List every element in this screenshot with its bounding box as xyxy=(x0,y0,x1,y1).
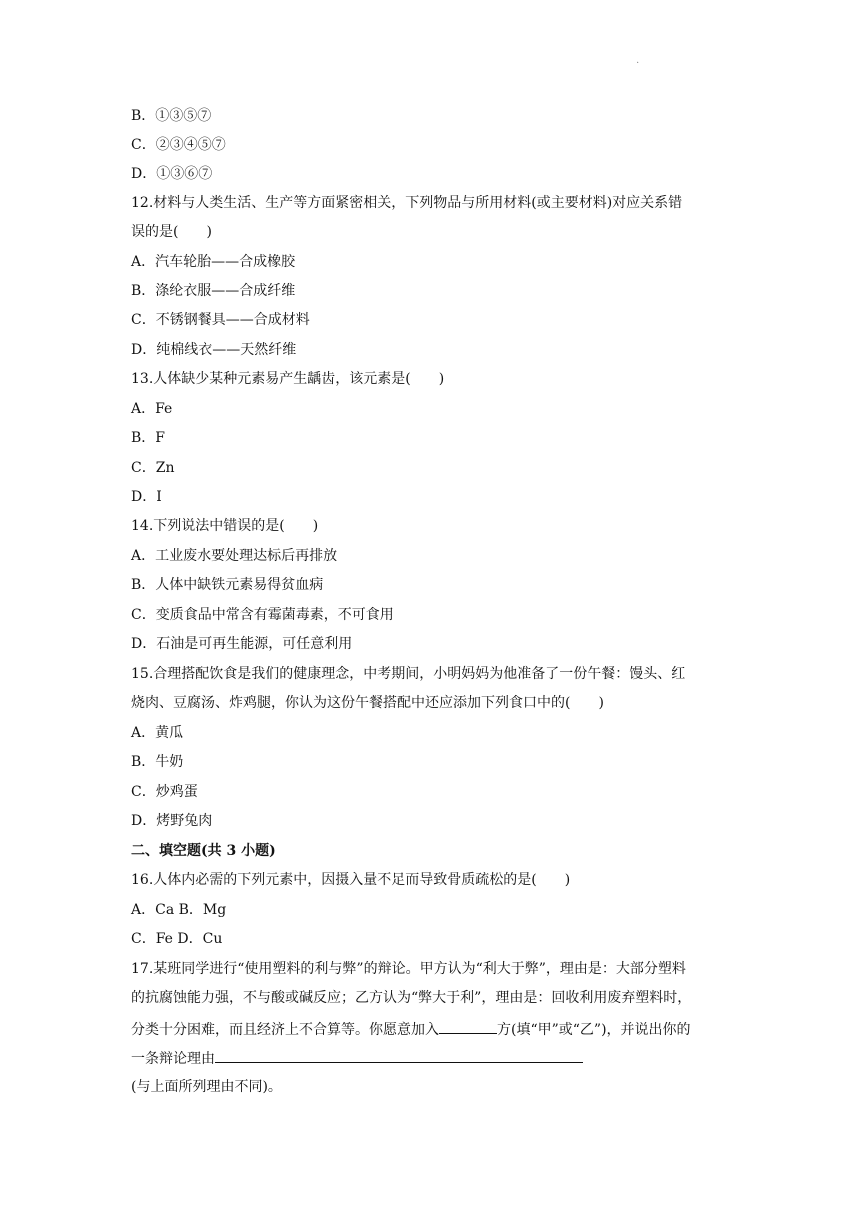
option-a-q14: A．工业废水要处理达标后再排放 xyxy=(131,548,338,564)
option-a-q12: A．汽车轮胎——合成橡胶 xyxy=(131,254,296,270)
option-c-q14: C．变质食品中常含有霉菌毒素，不可食用 xyxy=(131,607,394,623)
question-13-text: 13.人体缺少某种元素易产生龋齿，该元素是( ) xyxy=(131,371,445,387)
options-ab-q16: A．Ca B．Mg xyxy=(131,902,227,918)
option-c-q15: C．炒鸡蛋 xyxy=(131,784,198,800)
option-c-q11: C．②③④⑤⑦ xyxy=(131,137,226,153)
option-d-q14: D．石油是可再生能源，可任意利用 xyxy=(131,636,353,652)
option-d-q11: D．①③⑥⑦ xyxy=(131,166,213,182)
question-15-text-cont: 烧肉、豆腐汤、炸鸡腿，你认为这份午餐搭配中还应添加下列食口中的( ) xyxy=(131,695,604,711)
question-17-reason-line xyxy=(131,1048,583,1068)
question-16-text: 16.人体内必需的下列元素中，因摄入量不足而导致骨质疏松的是( ) xyxy=(131,872,571,888)
page-mark: · xyxy=(636,58,640,69)
reason-answer-blank[interactable] xyxy=(215,1048,583,1063)
question-17-text-blank-line xyxy=(131,1019,691,1039)
option-a-q13: A．Fe xyxy=(131,401,173,417)
question-12-text: 12.材料与人类生活、生产等方面紧密相关，下列物品与所用材料(或主要材料)对应关系错 xyxy=(131,195,683,211)
option-b-q11: B．①③⑤⑦ xyxy=(131,108,212,124)
question-17-text-part-a: 分类十分困难，而且经济上不合算等。你愿意加入 xyxy=(131,1022,439,1038)
option-b-q14: B．人体中缺铁元素易得贫血病 xyxy=(131,577,324,593)
options-cd-q16: C．Fe D．Cu xyxy=(131,931,223,947)
option-d-q13: D．I xyxy=(131,489,162,505)
option-d-q12: D．纯棉线衣——天然纤维 xyxy=(131,342,297,358)
question-17-text: 17.某班同学进行“使用塑料的利与弊”的辩论。甲方认为“利大于弊”，理由是：大部分塑料 xyxy=(131,961,686,977)
option-b-q13: B．F xyxy=(131,430,166,446)
option-d-q15: D．烤野兔肉 xyxy=(131,813,213,829)
option-b-q12: B．涤纶衣服——合成纤维 xyxy=(131,283,296,299)
question-17-note: (与上面所列理由不同)。 xyxy=(131,1079,282,1095)
question-17-text-part-b: 方(填“甲”或“乙”)，并说出你的 xyxy=(497,1022,691,1038)
question-15-text: 15.合理搭配饮食是我们的健康理念，中考期间，小明妈妈为他准备了一份午餐：馒头、红 xyxy=(131,666,686,682)
question-17-text-cont: 的抗腐蚀能力强，不与酸或碱反应；乙方认为“弊大于利”，理由是：回收利用废弃塑料时， xyxy=(131,990,692,1006)
option-a-q15: A．黄瓜 xyxy=(131,725,184,741)
side-answer-blank[interactable] xyxy=(439,1019,497,1034)
option-c-q12: C．不锈钢餐具——合成材料 xyxy=(131,312,310,328)
option-b-q15: B．牛奶 xyxy=(131,754,184,770)
section-heading-fill-in: 二、填空题(共 3 小题) xyxy=(131,843,276,859)
question-14-text: 14.下列说法中错误的是( ) xyxy=(131,518,319,534)
reason-label: 一条辩论理由 xyxy=(131,1051,215,1067)
option-c-q13: C．Zn xyxy=(131,460,175,476)
question-12-text-cont: 误的是( ) xyxy=(131,224,212,240)
